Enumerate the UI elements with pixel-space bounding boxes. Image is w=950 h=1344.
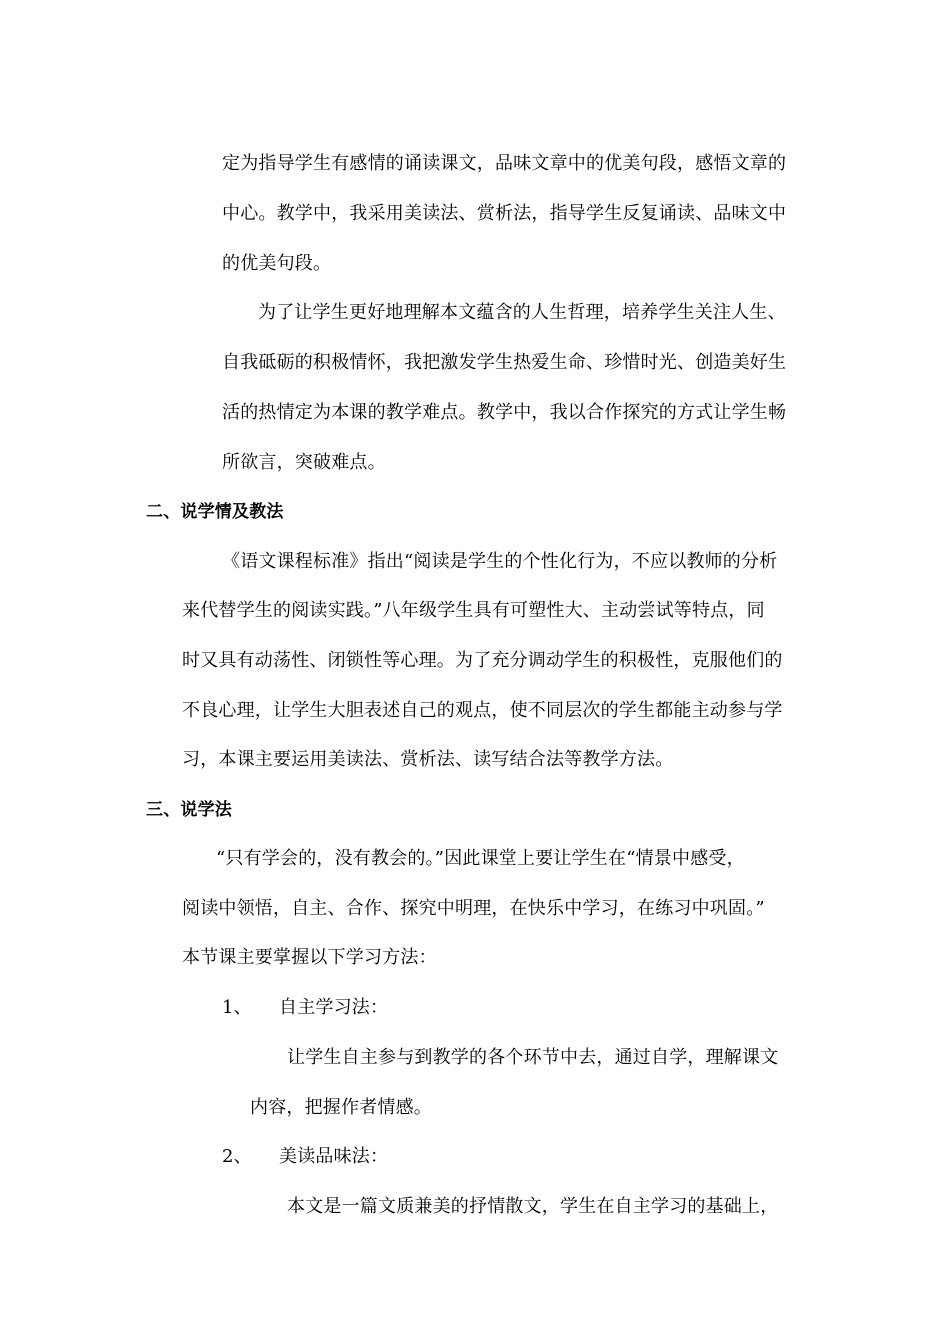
paragraph-line: 活的热情定为本课的教学难点。教学中，我以合作探究的方式让学生畅 xyxy=(222,402,787,423)
paragraph-line: 所欲言，突破难点。 xyxy=(222,452,386,473)
paragraph-line: 定为指导学生有感情的诵读课文，品味文章中的优美句段，感悟文章的 xyxy=(222,153,787,174)
paragraph-line: 习，本课主要运用美读法、赏析法、读写结合法等教学方法。 xyxy=(182,749,674,770)
list-desc-line: 内容，把握作者情感。 xyxy=(250,1097,432,1118)
list-desc-line: 本文是一篇文质兼美的抒情散文，学生在自主学习的基础上， xyxy=(287,1196,779,1217)
paragraph-line: 中心。教学中，我采用美读法、赏析法，指导学生反复诵读、品味文中 xyxy=(222,203,787,224)
section-heading: 三、说学法 xyxy=(146,800,232,820)
paragraph-line: 时又具有动荡性、闭锁性等心理。为了充分调动学生的积极性，克服他们的 xyxy=(182,650,783,671)
paragraph-line: 的优美句段。 xyxy=(222,253,332,274)
list-desc-line: 让学生自主参与到教学的各个环节中去，通过自学，理解课文 xyxy=(287,1047,779,1068)
list-number: 1、 xyxy=(222,997,252,1018)
paragraph-line: “只有学会的，没有教会的。”因此课堂上要让学生在“情景中感受， xyxy=(216,848,745,869)
paragraph-line: 为了让学生更好地理解本文蕴含的人生哲理，培养学生关注人生、 xyxy=(258,302,786,323)
list-title: 美读品味法： xyxy=(279,1146,389,1167)
list-number: 2、 xyxy=(222,1146,252,1167)
list-title: 自主学习法： xyxy=(279,997,389,1018)
paragraph-line: 阅读中领悟，自主、合作、探究中明理，在快乐中学习，在练习中巩固。” xyxy=(182,898,765,919)
paragraph-line: 《语文课程标准》指出“阅读是学生的个性化行为，不应以教师的分析 xyxy=(222,551,778,572)
section-heading: 二、说学情及教法 xyxy=(146,502,284,522)
paragraph-line: 来代替学生的阅读实践。”八年级学生具有可塑性大、主动尝试等特点，同 xyxy=(182,600,765,621)
paragraph-line: 自我砥砺的积极情怀，我把激发学生热爱生命、珍惜时光、创造美好生 xyxy=(222,352,787,373)
paragraph-line: 不良心理，让学生大胆表述自己的观点，使不同层次的学生都能主动参与学 xyxy=(182,700,783,721)
paragraph-line: 本节课主要掌握以下学习方法： xyxy=(182,947,437,968)
